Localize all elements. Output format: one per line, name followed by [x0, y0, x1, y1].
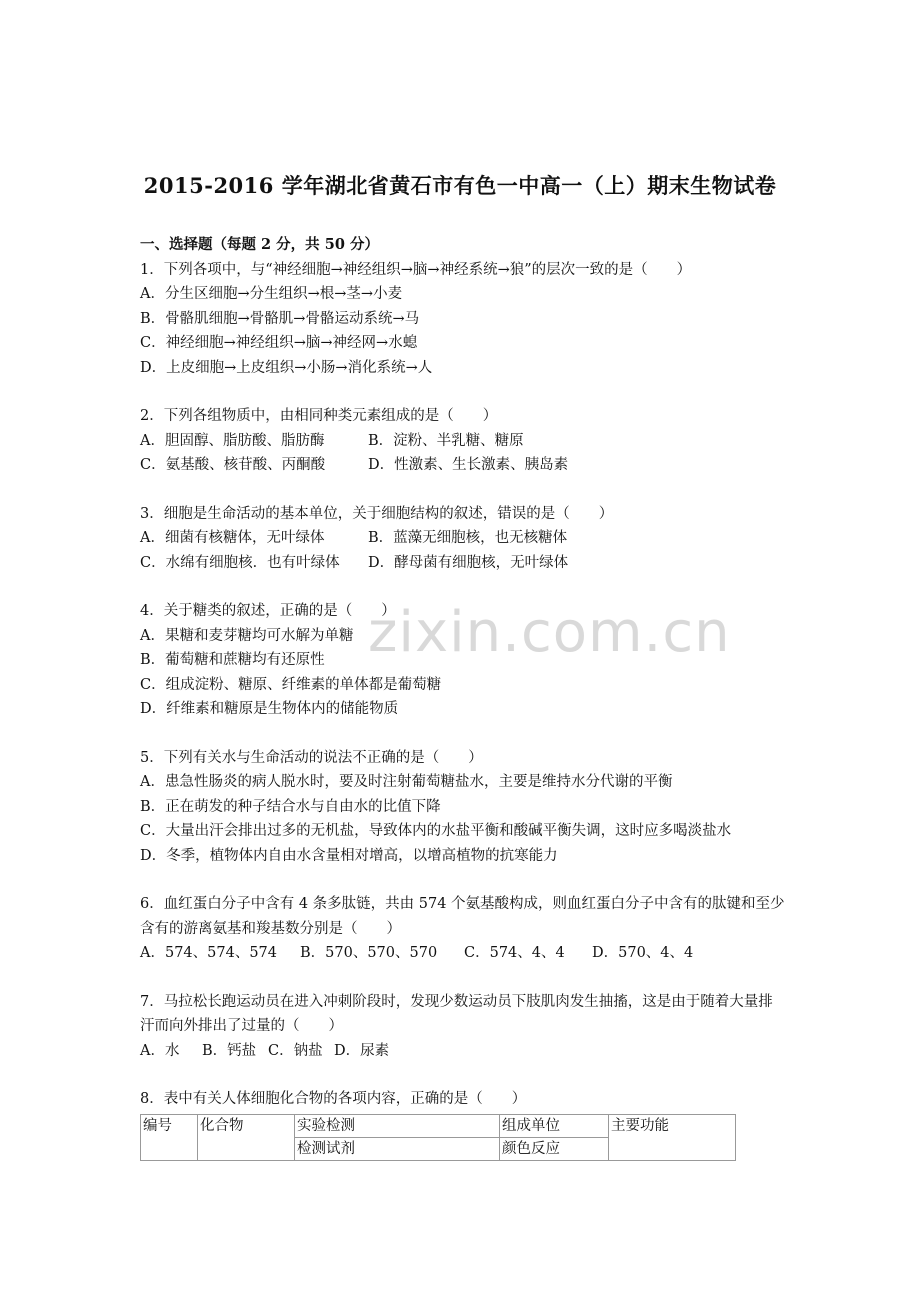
question-6	[140, 892, 785, 966]
question-5-option-a: A．患急性肠炎的病人脱水时，要及时注射葡萄糖盐水，主要是维持水分代谢的平衡	[140, 774, 673, 790]
question-3-option-c: C．水绵有细胞核．也有叶绿体	[140, 554, 340, 571]
question-3-option-b: B．蓝藻无细胞核，也无核糖体	[368, 530, 568, 546]
question-4-stem: 4．关于糖类的叙述，正确的是（ ）	[140, 603, 396, 619]
question-4-option-d: D．纤维素和糖原是生物体内的储能物质	[140, 701, 399, 717]
page-title: 2015-2016 学年湖北省黄石市有色一中高一（上）期末生物试卷	[143, 173, 777, 198]
question-3-option-d: D．酵母菌有细胞核，无叶绿体	[368, 554, 569, 571]
question-5-stem: 5．下列有关水与生命活动的说法不正确的是（ ）	[140, 749, 483, 766]
table-header-experiment: 实验检测	[295, 1114, 500, 1137]
table-header-compound: 化合物	[198, 1114, 295, 1160]
question-1-stem: 1．下列各项中，与“神经细胞→神经组织→脑→神经系统→狼”的层次一致的是（ ）	[140, 261, 692, 278]
question-2-options-cd	[140, 453, 785, 478]
question-3-stem: 3．细胞是生命活动的基本单位，关于细胞结构的叙述，错误的是（ ）	[140, 505, 614, 522]
question-1	[140, 258, 785, 381]
question-4	[140, 599, 785, 722]
question-7	[140, 990, 785, 1064]
question-3-option-a: A．细菌有核糖体，无叶绿体	[140, 530, 325, 546]
question-2-option-d: D．性激素、生长激素、胰岛素	[368, 457, 569, 473]
question-4-option-b: B．葡萄糖和蔗糖均有还原性	[140, 652, 325, 668]
question-6-stem: 6．血红蛋白分子中含有 4 条多肽链，共由 574 个氨基酸构成，则血红蛋白分子中含有的肽键和至少含有的游离氨基和羧基数分别是（ ）	[140, 896, 785, 937]
question-7-stem: 7．马拉松长跑运动员在进入冲刺阶段时，发现少数运动员下肢肌肉发生抽搐，这是由于随着大量排汗而向外排出了过量的（ ）	[140, 993, 773, 1034]
exam-content	[140, 233, 785, 1185]
question-3-options-ab	[140, 526, 785, 551]
question-7-options	[140, 1039, 785, 1064]
question-1-option-a: A．分生区细胞→分生组织→根→茎→小麦	[140, 286, 403, 302]
question-8-stem: 8．表中有关人体细胞化合物的各项内容，正确的是（ ）	[140, 1091, 527, 1107]
table-header-function: 主要功能	[609, 1114, 736, 1160]
question-5-option-b: B．正在萌发的种子结合水与自由水的比值下降	[140, 798, 441, 815]
question-2-option-c: C．氨基酸、核苷酸、丙酮酸	[140, 457, 326, 473]
question-8	[140, 1087, 785, 1161]
question-6-option-b: B．570、570、570	[300, 945, 438, 961]
question-7-option-c: C．钠盐	[268, 1042, 323, 1059]
question-2-option-a: A．胆固醇、脂肪酸、脂肪酶	[140, 432, 325, 449]
question-1-option-d: D．上皮细胞→上皮组织→小肠→消化系统→人	[140, 359, 433, 376]
section-heading: 一、选择题（每题 2 分，共 50 分）	[140, 236, 379, 253]
question-6-option-d: D．570、4、4	[592, 945, 694, 961]
question-3	[140, 502, 785, 576]
question-5-option-d: D．冬季，植物体内自由水含量相对增高，以增高植物的抗寒能力	[140, 847, 558, 864]
question-5-option-c: C．大量出汗会排出过多的无机盐，导致体内的水盐平衡和酸碱平衡失调，这时应多喝淡盐水	[140, 823, 732, 839]
question-6-option-c: C．574、4、4	[464, 945, 565, 961]
question-2-stem: 2．下列各组物质中，由相同种类元素组成的是（ ）	[140, 408, 498, 424]
question-7-option-b: B．钙盐	[202, 1042, 257, 1059]
question-2	[140, 404, 785, 478]
question-1-option-c: C．神经细胞→神经组织→脑→神经网→水螅	[140, 335, 418, 351]
question-2-option-b: B．淀粉、半乳糖、糖原	[368, 432, 524, 449]
question-6-option-a: A．574、574、574	[140, 945, 277, 961]
question-7-option-d: D．尿素	[334, 1042, 390, 1059]
question-5	[140, 746, 785, 869]
table-subheader-reagent: 检测试剂	[295, 1137, 500, 1160]
question-6-options	[140, 941, 785, 966]
question-1-option-b: B．骨骼肌细胞→骨骼肌→骨骼运动系统→马	[140, 310, 420, 327]
table-subheader-color: 颜色反应	[500, 1137, 609, 1160]
question-7-option-a: A．水	[140, 1042, 180, 1059]
question-4-option-a: A．果糖和麦芽糖均可水解为单糖	[140, 627, 354, 644]
table-header-id: 编号	[141, 1114, 198, 1160]
question-4-option-c: C．组成淀粉、糖原、纤维素的单体都是葡萄糖	[140, 676, 442, 693]
table-header-unit: 组成单位	[500, 1114, 609, 1137]
question-8-table	[140, 1114, 736, 1161]
question-2-options-ab	[140, 429, 785, 454]
watermark: zixin.com.cn	[368, 600, 731, 665]
question-3-options-cd	[140, 551, 785, 576]
